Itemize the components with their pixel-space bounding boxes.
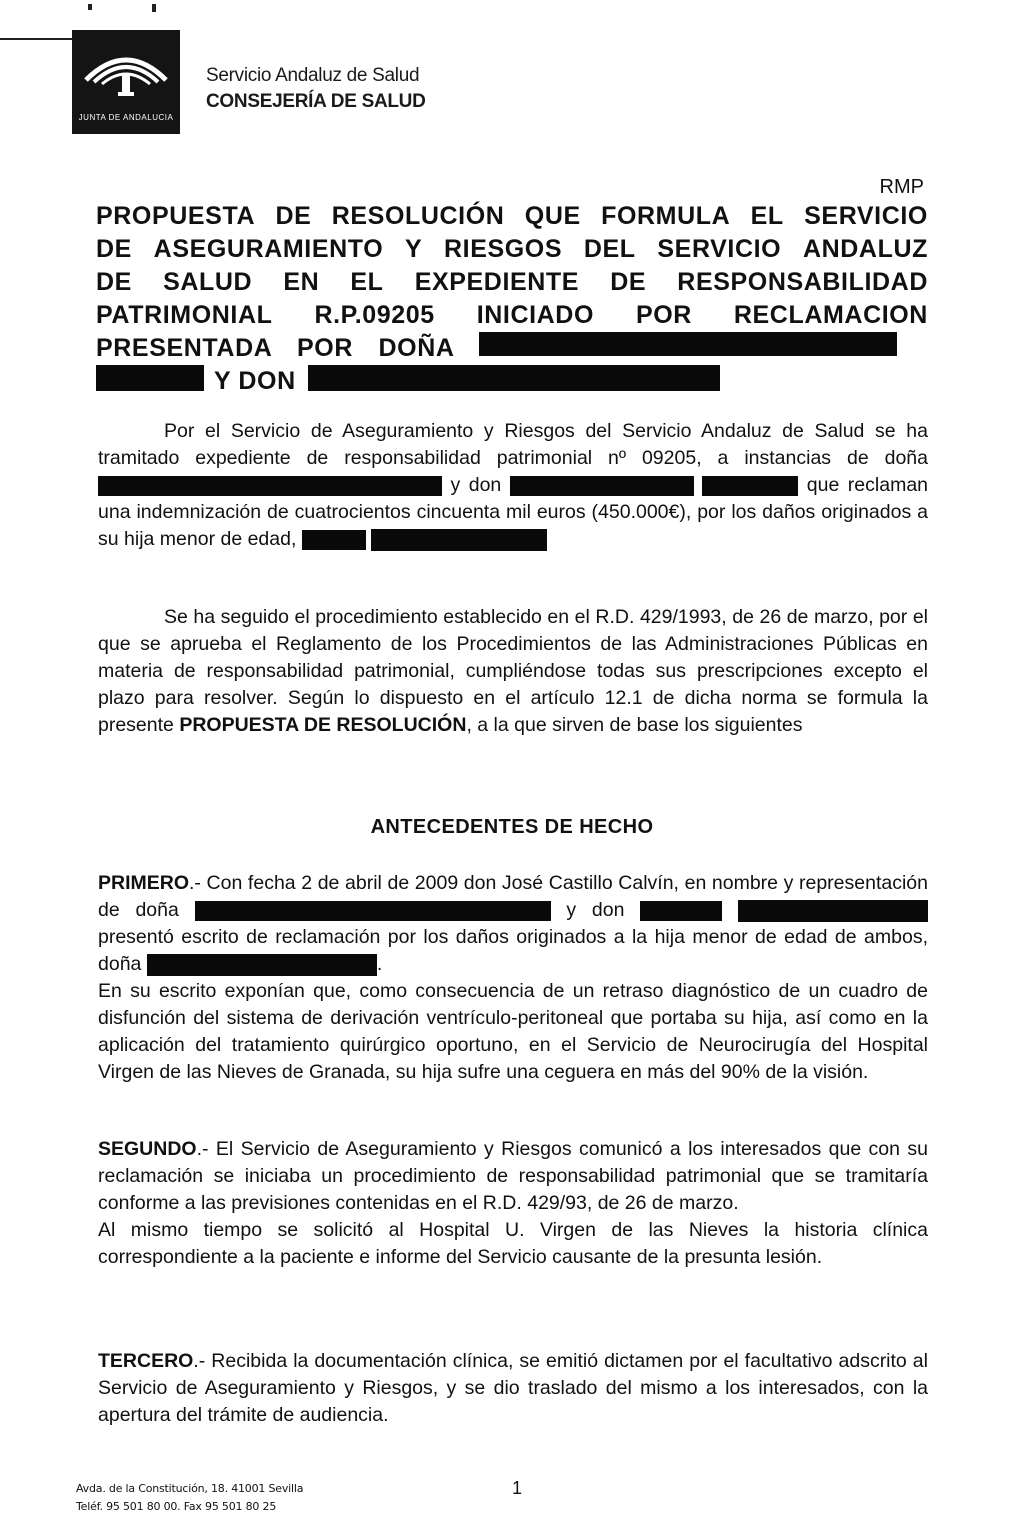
page-number: 1 (512, 1478, 523, 1498)
footer-address (76, 1480, 303, 1516)
redaction-bar (308, 365, 720, 391)
org-line-1: Servicio Andaluz de Salud (206, 65, 420, 86)
title-word: PATRIMONIAL (96, 301, 273, 329)
redaction-bar (510, 476, 694, 496)
title-word: PROPUESTA (96, 202, 256, 230)
scan-mark (0, 38, 76, 40)
redaction-bar (640, 901, 722, 921)
intro-text-c: que reclaman una indemnización de cuatrocientos cincuenta mil euros (450.000€), por los daños originados a su hija menor de edad, (98, 474, 929, 550)
primero-label: PRIMERO (98, 872, 190, 894)
redaction-bar (147, 954, 377, 976)
fact-primero (98, 870, 928, 1086)
title-word: RIESGOS (444, 235, 563, 263)
title-word: SERVICIO (657, 235, 782, 263)
title-line-2 (96, 233, 928, 266)
title-word: QUE (524, 202, 581, 230)
redaction-bar (98, 476, 442, 496)
title-word: INICIADO (476, 301, 595, 329)
organization-name (206, 64, 426, 116)
reference-code: RMP (879, 176, 924, 198)
redaction-bar (302, 530, 366, 550)
intro-text-a: Por el Servicio de Aseguramiento y Riesgos del Servicio Andaluz de Salud se ha tramitado expediente de responsabilidad patrimonial nº 09205, a instancias de doña (98, 420, 928, 469)
title-word: RESPONSABILIDAD (677, 268, 928, 296)
title-word: EL (750, 202, 784, 230)
title-word: Y (404, 235, 423, 263)
title-word: EXPEDIENTE (414, 268, 580, 296)
title-word: RECLAMACION (733, 301, 928, 329)
title-word: DE (610, 268, 647, 296)
title-word: R.P.09205 (314, 301, 435, 329)
title-word: RESOLUCIÓN (331, 202, 505, 230)
segundo-text-b: Al mismo tiempo se solicitó al Hospital U. Virgen de las Nieves la historia clínica correspondiente a la paciente e informe del Servicio causante de la presunta lesión. (98, 1219, 928, 1268)
org-line-2: CONSEJERÍA DE SALUD (206, 91, 426, 112)
intro-text-p2-end: , a la que sirven de base los siguientes (466, 714, 803, 736)
title-line-1 (96, 200, 928, 233)
redaction-bar (371, 529, 547, 551)
footer-address-line: Avda. de la Constitución, 18. 41001 Sevilla (76, 1482, 304, 1495)
redaction-bar (479, 332, 897, 356)
title-word: SERVICIO (804, 202, 928, 230)
primero-text-b: y don (566, 899, 625, 921)
primero-text-c: presentó escrito de reclamación por los daños originados a la hija menor de edad de ambos, doña (98, 926, 928, 975)
tercero-text-a: .- Recibida la documentación clínica, se emitió dictamen por el facultativo adscrito al Servicio de Aseguramiento y Riesgos, y se dio traslado del mismo a los interesados, con la apertura del trámite de audiencia. (98, 1350, 928, 1426)
primero-text-a: .- Con fecha 2 de abril de 2009 don José Castillo Calvín, en nombre y representación de doña (98, 872, 928, 921)
intro-text-p2: Se ha seguido el procedimiento establecido en el R.D. 429/1993, de 26 de marzo, por el que se aprueba el Reglamento de los Procedimientos de las Administraciones Públicas en materia de responsabilidad patrimonial, cumpliéndose todas sus prescripciones excepto el plazo para resolver. Según lo dispuesto en el artículo 12.1 de dicha norma se formula la presente (98, 606, 928, 736)
title-word: ASEGURAMIENTO (153, 235, 384, 263)
title-word: FORMULA (601, 202, 731, 230)
document-title (96, 200, 928, 398)
title-word: SALUD (163, 268, 253, 296)
intro-paragraph-2 (98, 604, 928, 739)
redaction-bar (195, 901, 551, 921)
title-line-3 (96, 266, 928, 299)
title-line-5 (96, 332, 928, 365)
junta-andalucia-logo (72, 30, 180, 134)
fact-segundo (98, 1136, 928, 1271)
propuesta-bold: PROPUESTA DE RESOLUCIÓN (179, 714, 467, 736)
redaction-bar (702, 476, 798, 496)
redaction-bar (738, 900, 928, 922)
title-line-4 (96, 299, 928, 332)
footer-phone-line: Teléf. 95 501 80 00. Fax 95 501 80 25 (76, 1500, 277, 1513)
title-line-6-text: Y DON (214, 367, 296, 395)
title-word: DEL (583, 235, 636, 263)
title-word: DE (275, 202, 312, 230)
primero-text-d: . (376, 953, 383, 975)
title-word: DE (96, 235, 132, 263)
title-line-5-text: PRESENTADA POR DOÑA (96, 334, 455, 362)
tercero-label: TERCERO (98, 1350, 194, 1372)
title-word: DE (96, 268, 132, 296)
scan-mark (152, 4, 156, 12)
redaction-bar (96, 365, 204, 391)
fact-tercero (98, 1348, 928, 1429)
intro-text-b: y don (450, 474, 502, 496)
segundo-text-a: .- El Servicio de Aseguramiento y Riesgos comunicó a los interesados que con su reclamación se iniciaba un procedimiento de responsabilidad patrimonial que se tramitaría conforme a las previsiones contenidas en el R.D. 429/93, de 26 de marzo. (98, 1138, 928, 1214)
primero-text-e: En su escrito exponían que, como consecuencia de un retraso diagnóstico de un cuadro de disfunción del sistema de derivación ventrículo-peritoneal que portaba su hija, así como en la aplicación del tratamiento quirúrgico oportuno, en el Servicio de Neurocirugía del Hospital Virgen de las Nieves de Granada, su hija sufre una ceguera en más del 90% de la visión. (98, 980, 928, 1083)
title-word: POR (635, 301, 692, 329)
scan-mark (88, 4, 92, 10)
title-line-6 (96, 365, 928, 398)
segundo-label: SEGUNDO (98, 1138, 197, 1160)
title-word: ANDALUZ (802, 235, 928, 263)
section-heading: ANTECEDENTES DE HECHO (370, 816, 654, 838)
title-word: EN (283, 268, 320, 296)
logo-caption: JUNTA DE ANDALUCIA (78, 113, 174, 122)
title-word: EL (350, 268, 384, 296)
intro-paragraph-1 (98, 418, 928, 553)
